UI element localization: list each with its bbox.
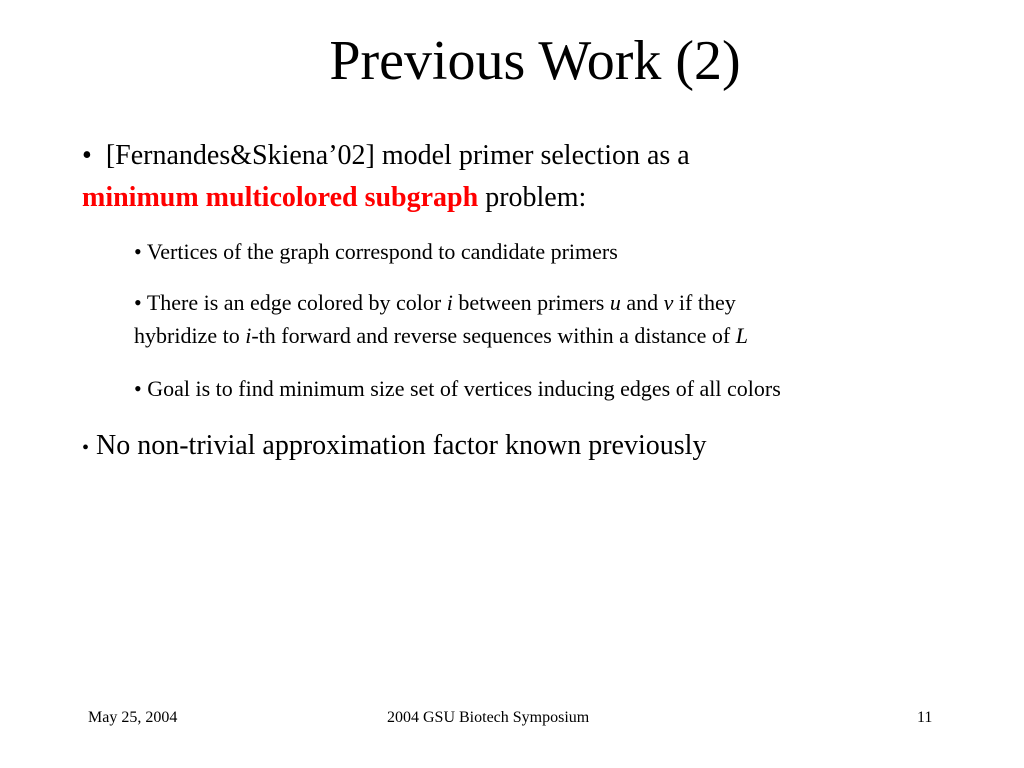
bullet-approximation <box>82 425 982 469</box>
subbullet-text: between primers <box>458 290 605 315</box>
math-var-i: i <box>446 290 453 315</box>
footer-date: May 25, 2004 <box>88 709 178 726</box>
subbullet-text: and <box>626 290 659 315</box>
subbullet-text: Goal is to find minimum size set of vertices inducing edges of all colors <box>147 376 781 401</box>
footer-event: 2004 GSU Biotech Symposium <box>387 709 590 726</box>
math-var-u: u <box>609 290 621 315</box>
highlight-term: minimum multicolored subgraph <box>82 182 479 213</box>
subbullet-marker: • <box>134 290 142 315</box>
subbullet-marker: • <box>134 376 142 401</box>
math-var-v: v <box>663 290 674 315</box>
math-var-i: i <box>245 323 252 348</box>
subbullet-goal <box>134 372 994 405</box>
bullet-text-line1: [Fernandes&Skiena’02] model primer selection as a <box>105 140 690 171</box>
bullet-primer-selection <box>82 135 982 219</box>
subbullet-text: There is an edge colored by color <box>146 290 442 315</box>
subbullet-marker: • <box>134 239 142 264</box>
footer-page-number: 11 <box>917 709 933 726</box>
bullet-marker: • <box>82 140 92 171</box>
subbullet-text: if they <box>678 290 736 315</box>
subbullet-text: hybridize to <box>134 323 240 348</box>
slide-title: Previous Work (2) <box>329 30 741 92</box>
subbullet-text: -th forward and reverse sequences within a distance of <box>251 323 731 348</box>
math-var-L: L <box>735 323 748 348</box>
bullet-marker: • <box>82 437 90 459</box>
subbullet-text: Vertices of the graph correspond to candidate primers <box>146 239 618 264</box>
subbullet-edges <box>134 286 994 352</box>
subbullet-vertices <box>134 235 994 268</box>
bullet-text-line2-tail: problem: <box>485 182 587 213</box>
bullet-text: No non-trivial approximation factor known previously <box>96 430 707 461</box>
